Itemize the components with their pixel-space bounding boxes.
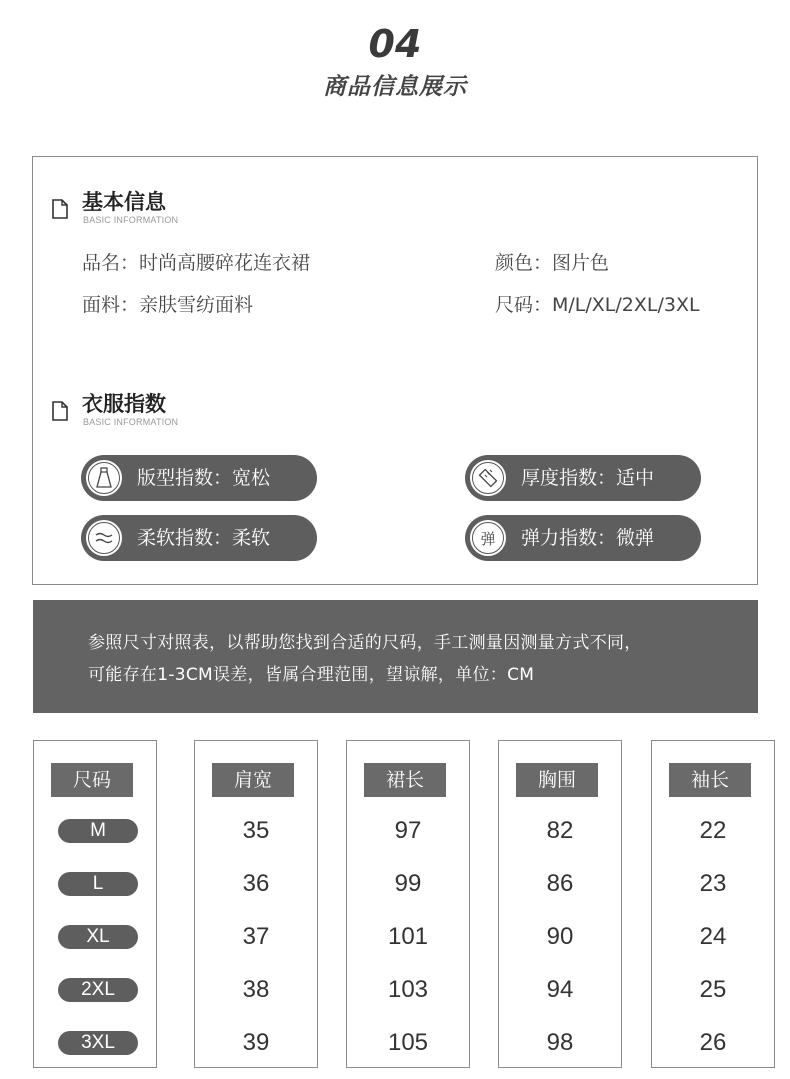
- column-header: 尺码: [51, 763, 133, 797]
- basic-info-title: 基本信息: [82, 190, 166, 214]
- softness-index-label: 柔软指数：柔软: [137, 527, 271, 549]
- elastic-icon: 弹: [468, 518, 508, 558]
- table-cell: 24: [699, 923, 727, 950]
- basic-info-subtitle: BASIC INFORMATION: [83, 215, 179, 225]
- column-header: 裙长: [364, 763, 446, 797]
- fit-index-pill: [81, 455, 317, 501]
- table-cell: 37: [242, 923, 270, 950]
- table-cell: 23: [699, 870, 727, 897]
- table-cell: 82: [546, 817, 574, 844]
- size-pill: 3XL: [58, 1031, 138, 1055]
- section-number: 04: [368, 22, 422, 66]
- bust-column: [498, 740, 622, 1068]
- size-pill: XL: [58, 925, 138, 949]
- column-header: 肩宽: [212, 763, 294, 797]
- table-cell: 97: [394, 817, 422, 844]
- elasticity-index-label: 弹力指数：微弹: [521, 527, 655, 549]
- shoulder-column: [194, 740, 318, 1068]
- table-cell: 22: [699, 817, 727, 844]
- table-cell: 35: [242, 817, 270, 844]
- notice-line-1: 参照尺寸对照表，以帮助您找到合适的尺码，手工测量因测量方式不同，: [88, 633, 642, 653]
- elasticity-index-pill: [465, 515, 701, 561]
- document-icon: [52, 199, 68, 219]
- table-cell: 36: [242, 870, 270, 897]
- table-cell: 94: [546, 976, 574, 1003]
- ruler-icon: [468, 458, 508, 498]
- table-cell: 26: [699, 1029, 727, 1056]
- thickness-index-pill: [465, 455, 701, 501]
- size-pill: 2XL: [58, 978, 138, 1002]
- wave-icon: [84, 518, 124, 558]
- table-cell: 25: [699, 976, 727, 1003]
- fit-index-label: 版型指数：宽松: [137, 467, 271, 489]
- table-cell: 99: [394, 870, 422, 897]
- table-cell: 103: [387, 976, 429, 1003]
- section-title: 商品信息展示: [323, 74, 467, 100]
- size-notice-banner: [33, 600, 758, 713]
- sleeve-column: [651, 740, 775, 1068]
- notice-line-2: 可能存在1-3CM误差，皆属合理范围，望谅解，单位：CM: [88, 665, 535, 685]
- length-column: [346, 740, 470, 1068]
- product-name: 品名：时尚高腰碎花连衣裙: [82, 252, 311, 274]
- table-cell: 90: [546, 923, 574, 950]
- table-cell: 101: [387, 923, 429, 950]
- info-box: [32, 156, 758, 585]
- clothing-index-title: 衣服指数: [82, 392, 166, 416]
- table-cell: 38: [242, 976, 270, 1003]
- column-header: 袖长: [669, 763, 751, 797]
- document-icon: [52, 401, 68, 421]
- column-header: 胸围: [516, 763, 598, 797]
- table-cell: 86: [546, 870, 574, 897]
- product-sizes: 尺码：M/L/XL/2XL/3XL: [495, 294, 700, 316]
- softness-index-pill: [81, 515, 317, 561]
- table-cell: 39: [242, 1029, 270, 1056]
- product-fabric: 面料：亲肤雪纺面料: [82, 294, 254, 316]
- product-color: 颜色：图片色: [495, 252, 610, 274]
- size-pill: M: [58, 819, 138, 843]
- dress-icon: [84, 458, 124, 498]
- thickness-index-label: 厚度指数：适中: [521, 467, 655, 489]
- table-cell: 98: [546, 1029, 574, 1056]
- size-column: [33, 740, 157, 1068]
- clothing-index-subtitle: BASIC INFORMATION: [83, 417, 179, 427]
- table-cell: 105: [387, 1029, 429, 1056]
- size-pill: L: [58, 872, 138, 896]
